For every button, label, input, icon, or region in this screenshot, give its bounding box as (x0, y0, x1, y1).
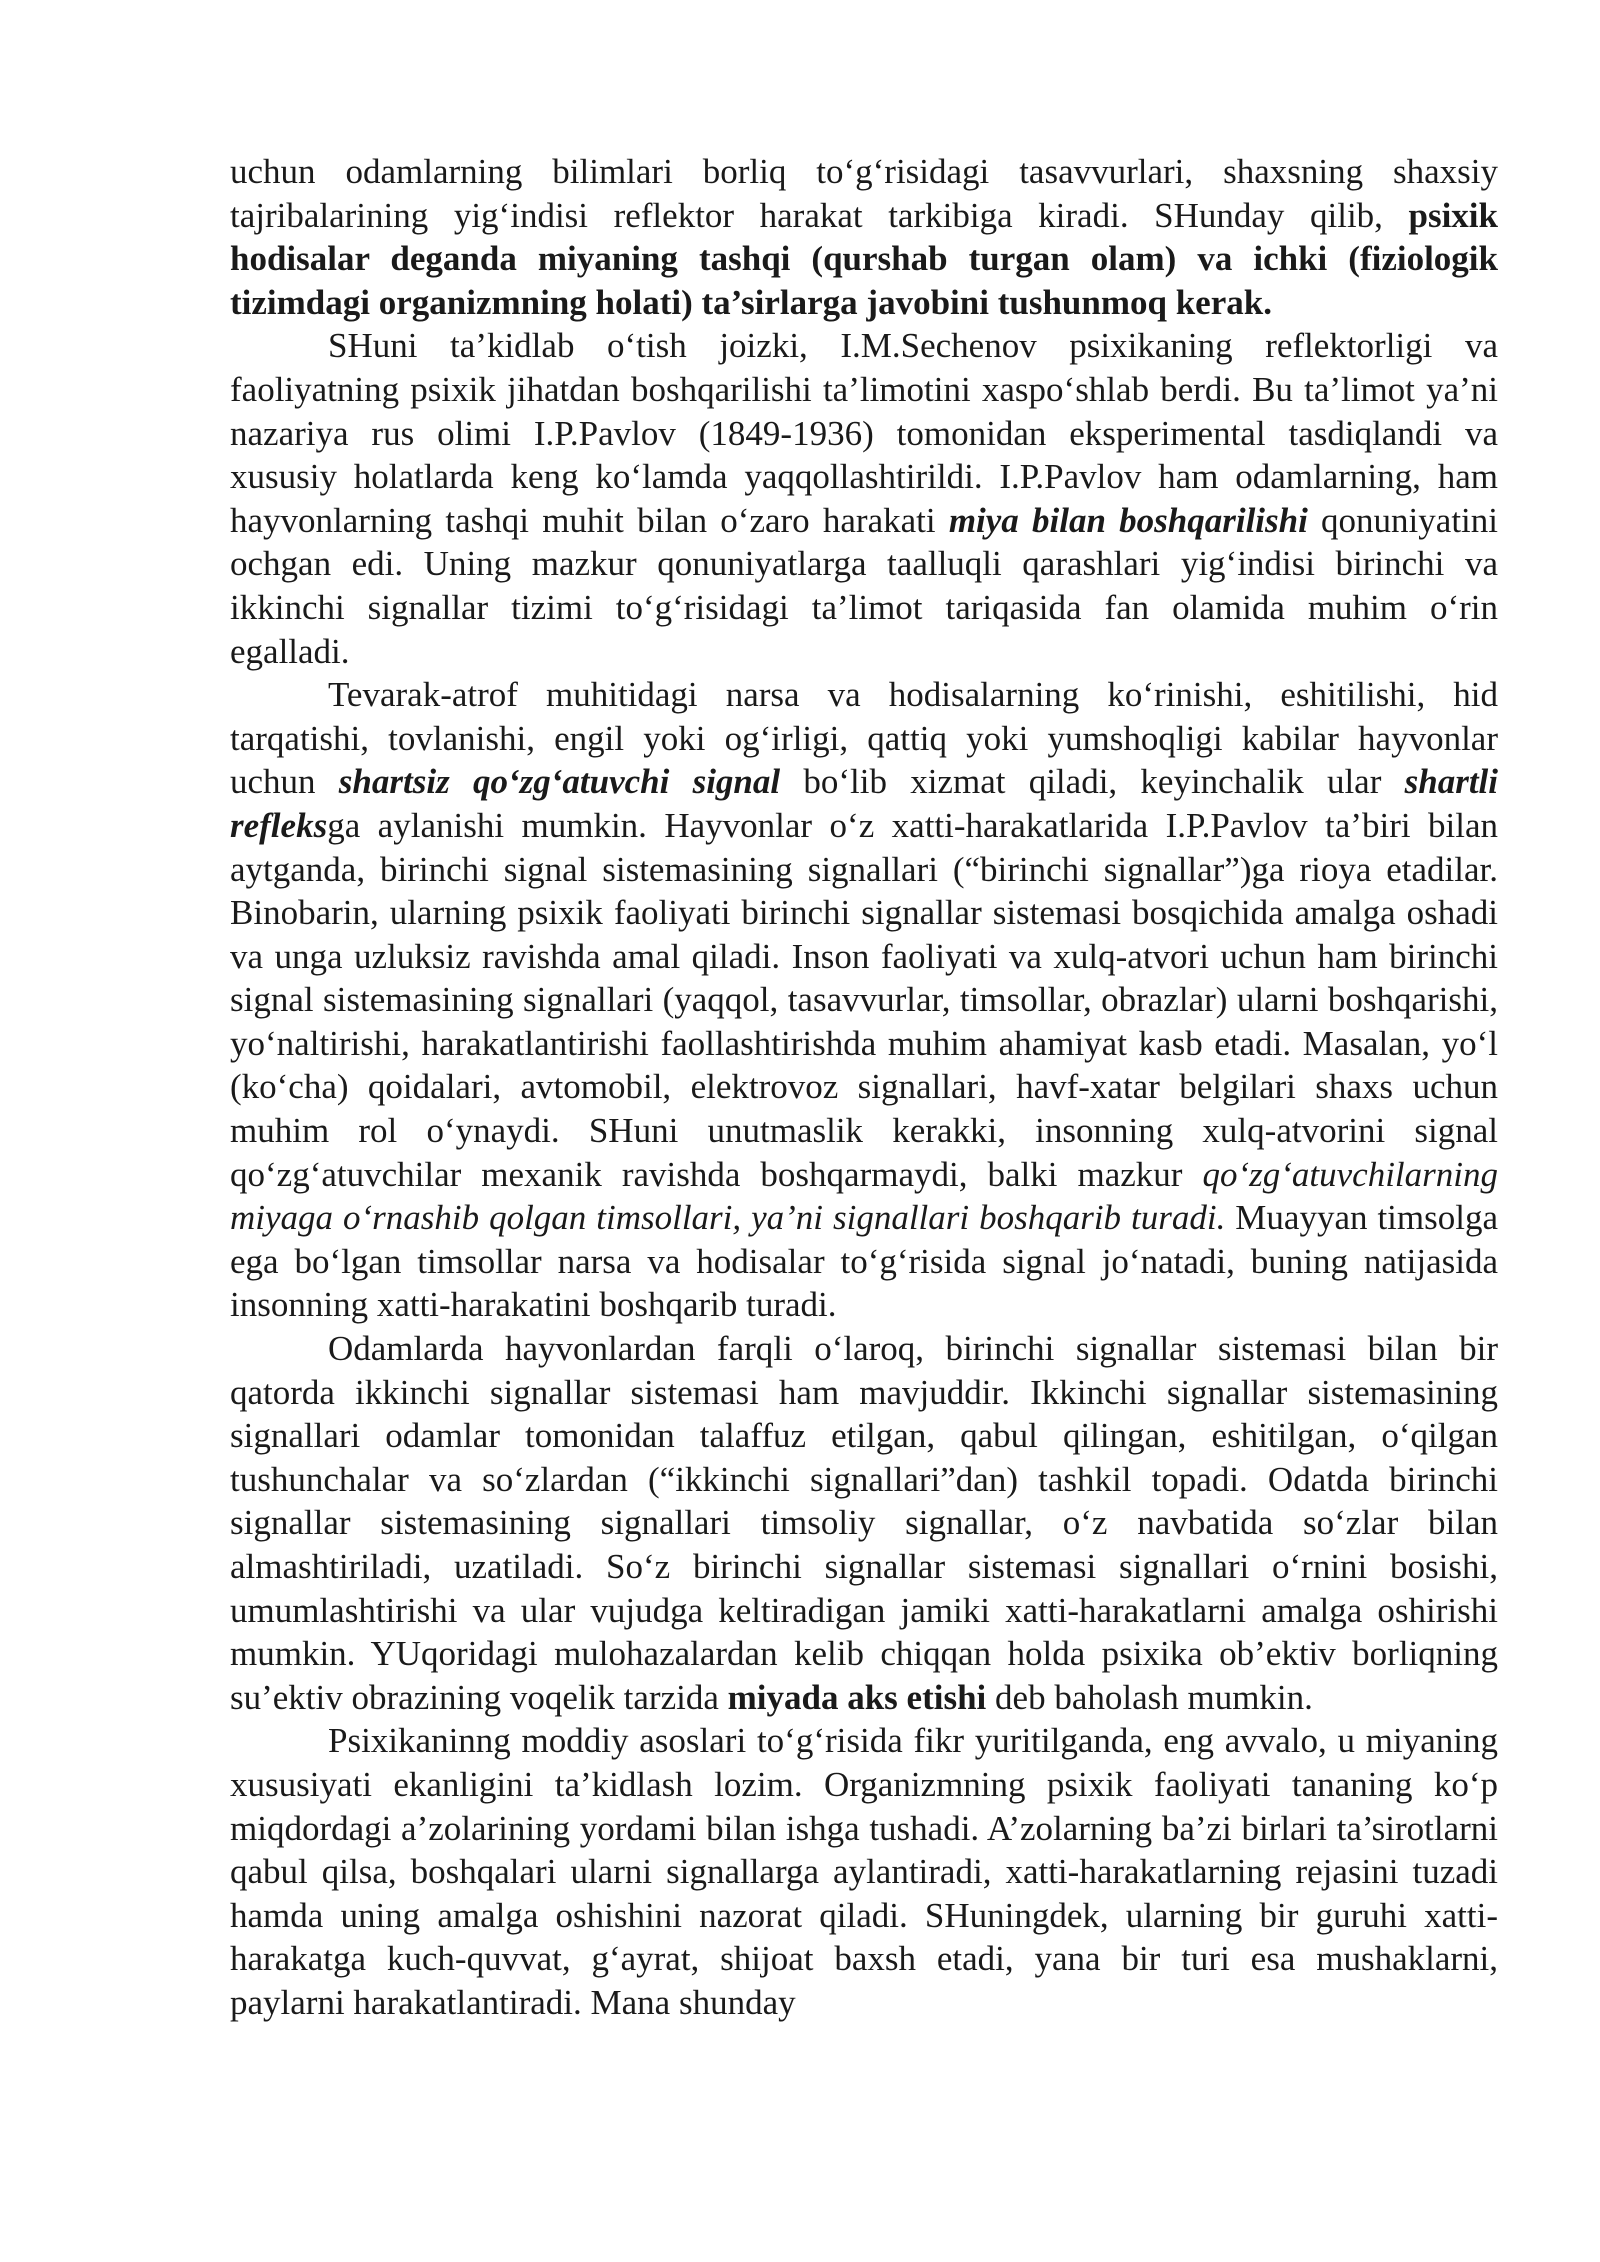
bold-italic-text-run: shartsiz qo‘zg‘atuvchi signal (338, 762, 781, 802)
paragraph-2 (230, 324, 1498, 673)
bold-italic-text-run: shartli refleks (230, 762, 1498, 845)
document-page (230, 150, 1498, 2025)
bold-italic-text-run: miya bilan boshqarilishi (948, 500, 1308, 540)
text-run: Odamlarda hayvonlardan farqli o‘laroq, birinchi signallar sistemasi bilan bir qatorda ikkinchi signallar sistemasi ham mavjuddir. Ikkinchi signallar sistemasining signallari odamlar tomonidan talaffuz etilgan, qabul qilingan, eshitilgan, o‘qilgan tushunchalar va so‘zlardan (“ikkinchi signallari”dan) tashkil topadi. Odatda birinchi signallar sistemasining signallari timsoliy signallar, o‘z navbatida so‘zlar bilan almashtiriladi, uzatiladi. So‘z birinchi signallar sistemasi signallari o‘rnini bosishi, umumlashtirishi va ular vujudga keltiradigan jamiki xatti-harakatlarni amalga oshirishi mumkin. YUqoridagi mulohazalardan kelib chiqqan holda psixika ob’ektiv borliqning su’ektiv obrazining voqelik tarzida (230, 1329, 1498, 1717)
bold-text-run: psixik hodisalar deganda miyaning tashqi (qurshab turgan olam) va ichki (fiziologik tizimdagi organizmning holati) ta’sirlarga javobini tushunmoq kerak. (230, 195, 1498, 322)
paragraph-3 (230, 673, 1498, 1327)
text-run: ga aylanishi mumkin. Hayvonlar o‘z xatti-harakatlarida I.P.Pavlov ta’biri bilan aytganda, birinchi signal sistemasining signallari (“birinchi signallar”)ga rioya etadilar. Binobarin, ularning psixik faoliyati birinchi signallar sistemasi bosqichida amalga oshadi va unga uzluksiz ravishda amal qiladi. Inson faoliyati va xulq-atvori uchun ham birinchi signal sistemasining signallari (yaqqol, tasavvurlar, timsollar, obrazlar) ularni boshqarishi, yo‘naltirishi, harakatlantirishi faollashtirishda muhim ahamiyat kasb etadi. Masalan, yo‘l (ko‘cha) qoidalari, avtomobil, elektrovoz signallari, havf-xatar belgilari shaxs uchun muhim rol o‘ynaydi. SHuni unutmaslik kerakki, insonning xulq-atvorini signal qo‘zg‘atuvchilar mexanik ravishda boshqarmaydi, balki mazkur (230, 805, 1498, 1194)
text-run: SHuni ta’kidlab o‘tish joizki, I.M.Sechenov psixikaning reflektorligi va faoliyatning psixik jihatdan boshqarilishi ta’limotini xaspo‘shlab berdi. Bu ta’limot ya’ni nazariya rus olimi I.P.Pavlov (1849-1936) tomonidan eksperimental tasdiqlandi va xususiy holatlarda keng ko‘lamda yaqqollashtirildi. I.P.Pavlov ham odamlarning, ham hayvonlarning tashqi muhit bilan o‘zaro harakati (230, 326, 1498, 540)
text-run: bo‘lib xizmat qiladi, keyinchalik ular (780, 762, 1405, 802)
text-run: uchun odamlarning bilimlari borliq to‘g‘risidagi tasavvurlari, shaxsning shaxsiy tajribalarining yig‘indisi reflektor harakat tarkibiga kiradi. SHunday qilib, (230, 152, 1498, 235)
paragraph-1 (230, 150, 1498, 324)
text-run: Psixikaninng moddiy asoslari to‘g‘risida fikr yuritilganda, eng avvalo, u miyaning xususiyati ekanligini ta’kidlash lozim. Organizmning psixik faoliyati tananing ko‘p miqdordagi a’zolarining yordami bilan ishga tushadi. A’zolarning ba’zi birlari ta’sirotlarni qabul qilsa, boshqalari ularni signallarga aylantiradi, xatti-harakatlarning rejasini tuzadi hamda uning amalga oshishini nazorat qiladi. SHuningdek, ularning bir guruhi xatti-harakatga kuch-quvvat, g‘ayrat, shijoat baxsh etadi, yana bir turi esa mushaklarni, paylarni harakatlantiradi. Mana shunday (230, 1721, 1498, 2022)
text-run: Tevarak-atrof muhitidagi narsa va hodisalarning ko‘rinishi, eshitilishi, hid tarqatishi, tovlanishi, engil yoki og‘irligi, qattiq yoki yumshoqligi kabilar hayvonlar uchun (230, 675, 1498, 802)
paragraph-5 (230, 1719, 1498, 2024)
text-run: deb baholash mumkin. (986, 1677, 1313, 1717)
bold-text-run: miyada aks etishi (727, 1677, 987, 1717)
paragraph-4 (230, 1327, 1498, 1719)
text-run: qonuniyatini ochgan edi. Uning mazkur qonuniyatlarga taalluqli qarashlari yig‘indisi birinchi va ikkinchi signallar tizimi to‘g‘risidagi ta’limot tariqasida fan olamida muhim o‘rin egalladi. (230, 500, 1498, 671)
italic-text-run: qo‘zg‘atuvchilarning miyaga o‘rnashib qolgan timsollari, ya’ni signallari boshqarib turadi. (230, 1154, 1498, 1238)
text-run: Muayyan timsolga ega bo‘lgan timsollar narsa va hodisalar to‘g‘risida signal jo‘natadi, buning natijasida insonning xatti-harakatini boshqarib turadi. (230, 1198, 1498, 1325)
